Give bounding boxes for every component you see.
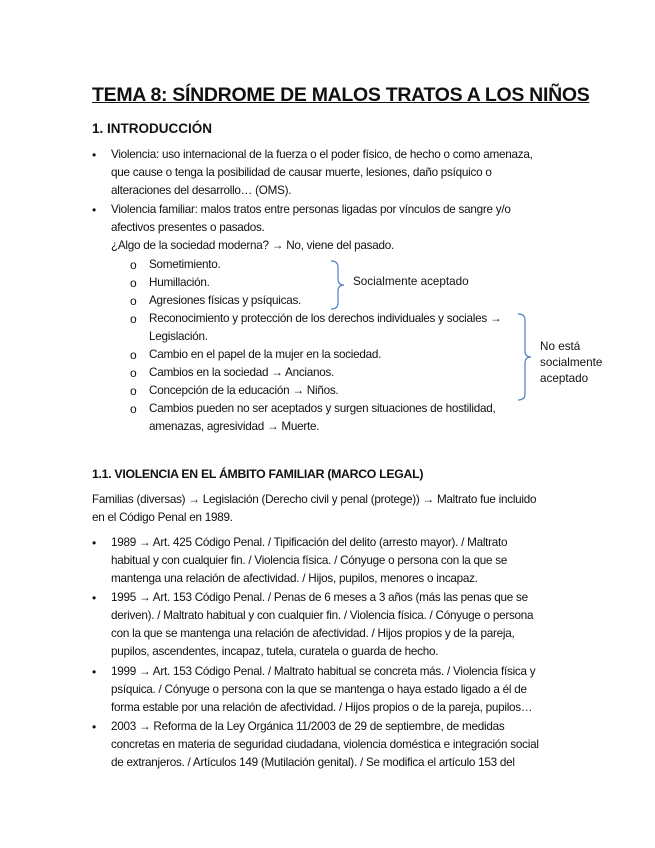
- bullet-marker: •: [92, 591, 97, 605]
- subitem-marker: o: [130, 294, 137, 308]
- note-socialmente-aceptado: Socialmente aceptado: [353, 275, 469, 288]
- subitem-ancianos: Cambios en la sociedad → Ancianos.: [149, 366, 335, 379]
- text-line: amenazas, agresividad → Muerte.: [149, 420, 320, 433]
- text-line: pupilos, ascendentes, incapaz, tutela, curatela o guarda de hecho.: [111, 645, 439, 658]
- text-line: Familias (diversas) → Legislación (Derecho civil y penal (protege)) → Maltrato fue incluido: [92, 493, 537, 506]
- text-line: Violencia familiar: malos tratos entre personas ligadas por vínculos de sangre y/o: [111, 203, 511, 216]
- subitem-agresiones: Agresiones físicas y psíquicas.: [149, 294, 302, 307]
- text-line: mantenga una relación de afectividad. / Hijos, pupilos, menores o incapaz.: [111, 572, 478, 585]
- text-line: concretas en materia de seguridad ciudadana, violencia doméstica e integración social: [111, 738, 539, 751]
- text-line: Legislación.: [149, 330, 208, 343]
- subitem-marker: o: [130, 348, 137, 362]
- text-line: afectivos presentes o pasados.: [111, 221, 265, 234]
- brace-not-accepted: [517, 313, 533, 401]
- bullet-violencia: [111, 146, 533, 200]
- text-line: 1995 → Art. 153 Código Penal. / Penas de 6 meses a 3 años (más las penas que se: [111, 591, 528, 604]
- text-line: deriven). / Maltrato habitual y con cualquier fin. / Violencia física. / Cónyuge o persona: [111, 609, 534, 622]
- subitem-reconocimiento: [149, 310, 501, 346]
- section-heading-introduccion: 1. INTRODUCCIÓN: [92, 121, 213, 136]
- text-line: Reconocimiento y protección de los derechos individuales y sociales →: [149, 312, 502, 325]
- bullet-violencia-familiar: [111, 201, 511, 255]
- text-line: en el Código Penal en 1989.: [92, 511, 233, 524]
- text-line: habitual y con cualquier fin. / Violencia física. / Cónyuge o persona con la que se: [111, 554, 508, 567]
- page-title: TEMA 8: SÍNDROME DE MALOS TRATOS A LOS NIÑOS: [92, 84, 590, 106]
- bullet-marker: •: [92, 148, 97, 162]
- subitem-marker: o: [130, 276, 137, 290]
- text-line: que cause o tenga la posibilidad de causar muerte, lesiones, daño psíquico o: [111, 166, 492, 179]
- subitem-sometimiento: Sometimiento.: [149, 258, 221, 271]
- subitem-papel-mujer: Cambio en el papel de la mujer en la sociedad.: [149, 348, 382, 361]
- text-line: ¿Algo de la sociedad moderna? → No, viene del pasado.: [111, 239, 395, 252]
- text-line: psíquica. / Cónyuge o persona con la que se mantenga o haya estado ligado a él de: [111, 683, 527, 696]
- subitem-cambios-hostilidad: [149, 400, 495, 436]
- text-line: alteraciones del desarrollo… (OMS).: [111, 184, 292, 197]
- text-line: Violencia: uso internacional de la fuerza o el poder físico, de hecho o como amenaza,: [111, 148, 533, 161]
- text-line: 1999 → Art. 153 Código Penal. / Maltrato habitual se concreta más. / Violencia física y: [111, 665, 536, 678]
- bullet-marker: •: [92, 536, 97, 550]
- text-line: No está: [540, 340, 581, 353]
- subitem-humillacion: Humillación.: [149, 276, 210, 289]
- text-line: con la que se mantenga una relación de afectividad. / Hijos propios y de la pareja,: [111, 627, 515, 640]
- note-no-socialmente-aceptado: [540, 339, 602, 387]
- subitem-marker: o: [130, 258, 137, 272]
- text-line: de extranjeros. / Artículos 149 (Mutilación genital). / Se modifica el artículo 153 del: [111, 756, 515, 769]
- text-line: forma estable por una relación de afectividad. / Hijos propios o de la pareja, pupilos…: [111, 701, 533, 714]
- bullet-marker: •: [92, 720, 97, 734]
- bullet-1995: [111, 589, 533, 661]
- text-line: Cambios pueden no ser aceptados y surgen situaciones de hostilidad,: [149, 402, 496, 415]
- subitem-marker: o: [130, 366, 137, 380]
- section-heading-marco-legal: 1.1. VIOLENCIA EN EL ÁMBITO FAMILIAR (MARCO LEGAL): [92, 467, 424, 481]
- brace-accepted: [330, 260, 346, 310]
- intro-paragraph: [92, 491, 536, 527]
- subitem-educacion: Concepción de la educación → Niños.: [149, 384, 339, 397]
- subitem-marker: o: [130, 384, 137, 398]
- bullet-1999: [111, 663, 535, 717]
- text-line: 1989 → Art. 425 Código Penal. / Tipificación del delito (arresto mayor). / Maltrato: [111, 536, 508, 549]
- bullet-marker: •: [92, 665, 97, 679]
- subitem-marker: o: [130, 312, 137, 326]
- text-line: socialmente: [540, 356, 603, 369]
- subitem-marker: o: [130, 402, 137, 416]
- bullet-1989: [111, 534, 507, 588]
- bullet-marker: •: [92, 203, 97, 217]
- text-line: 2003 → Reforma de la Ley Orgánica 11/2003 de 29 de septiembre, de medidas: [111, 720, 505, 733]
- bullet-2003: [111, 718, 539, 772]
- text-line: aceptado: [540, 372, 589, 385]
